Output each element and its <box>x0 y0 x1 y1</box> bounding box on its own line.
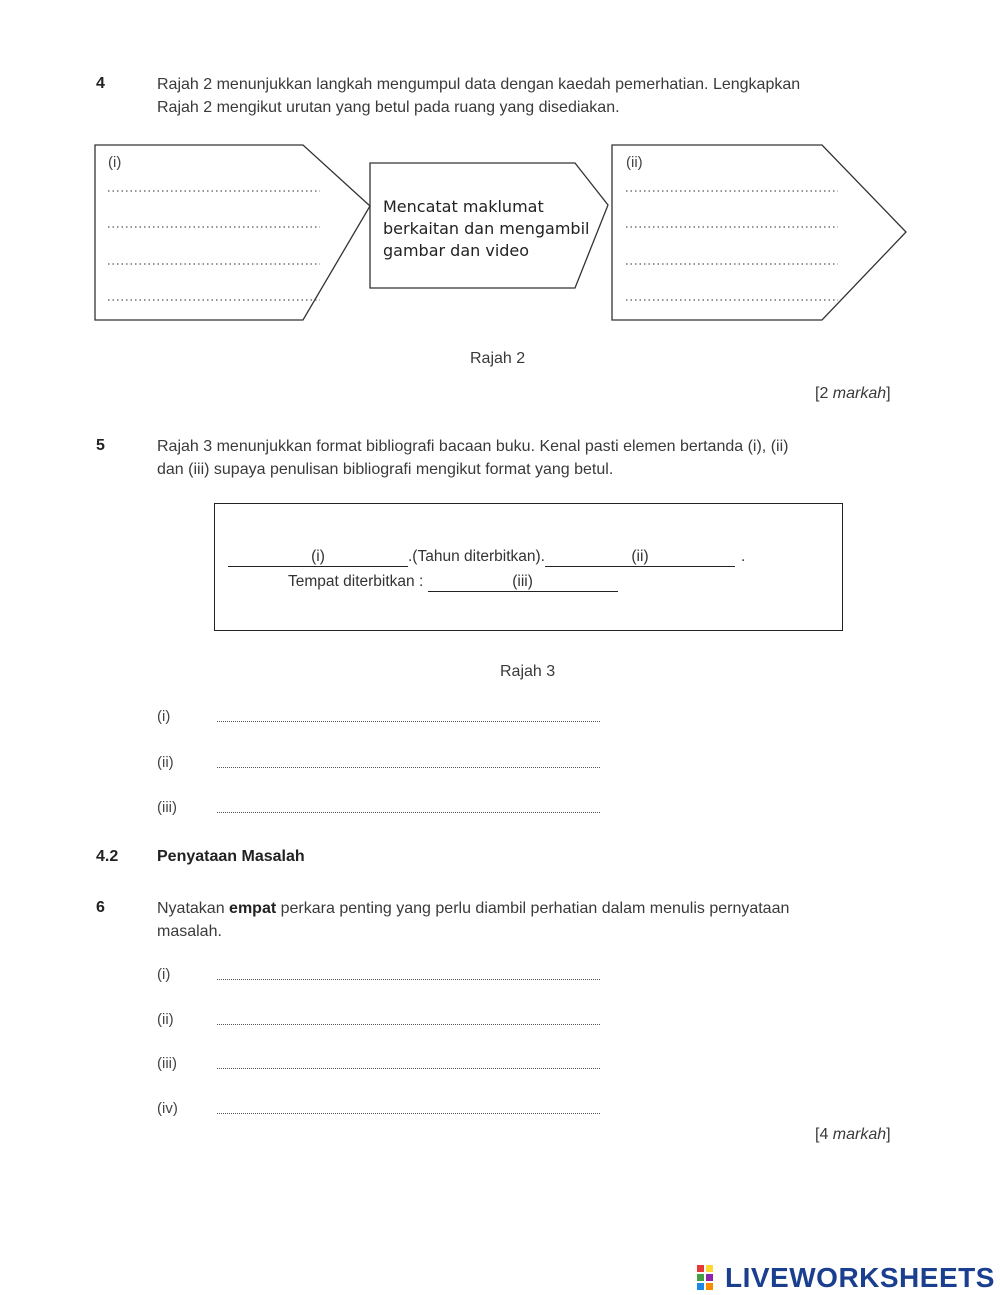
bibliography-line-2 <box>288 573 618 592</box>
question-6-text <box>157 897 907 943</box>
middle-box-line-1: Mencatat maklumat <box>383 197 544 216</box>
q6-text-pre: Nyatakan <box>157 900 230 917</box>
rajah-3-box <box>214 503 843 631</box>
marks-open: [2 <box>815 385 833 402</box>
bibliography-field-ii[interactable]: (ii) <box>545 548 735 567</box>
place-label: Tempat diterbitkan : <box>288 573 428 590</box>
q6-text-bold: empat <box>229 900 277 917</box>
q6-answer-label-iii: (iii) <box>157 1055 177 1072</box>
liveworksheets-logo-icon <box>697 1265 723 1291</box>
bibliography-field-iii[interactable]: (iii) <box>428 573 618 592</box>
question-4-number: 4 <box>96 75 105 92</box>
section-title: Penyataan Masalah <box>157 848 305 865</box>
question-4-line-1: Rajah 2 menunjukkan langkah mengumpul data dengan kaedah pemerhatian. Lengkapkan <box>157 76 801 93</box>
arrow-box-i <box>95 145 370 320</box>
q6-text-post: perkara penting yang perlu diambil perhatian dalam menulis pernyataan <box>276 900 790 917</box>
q5-answer-line-ii[interactable] <box>217 767 600 768</box>
q5-answer-line-i[interactable] <box>217 721 600 722</box>
q6-answer-line-iv[interactable] <box>217 1113 600 1114</box>
bibliography-end-dot: . <box>741 548 746 565</box>
question-6-line-2: masalah. <box>157 923 222 940</box>
q6-answer-line-i[interactable] <box>217 979 600 980</box>
marks-word: markah <box>832 1126 887 1143</box>
q6-answer-label-ii: (ii) <box>157 1011 174 1028</box>
rajah-2-diagram <box>0 0 1000 340</box>
q5-answer-line-iii[interactable] <box>217 812 600 813</box>
rajah-2-caption: Rajah 2 <box>470 350 526 367</box>
section-number: 4.2 <box>96 848 119 865</box>
question-4-marks <box>815 385 891 403</box>
rajah-3-caption: Rajah 3 <box>500 663 556 680</box>
bibliography-line-1 <box>228 548 745 567</box>
marks-close: ] <box>886 385 891 402</box>
question-6-marks <box>815 1126 891 1144</box>
bibliography-field-i[interactable]: (i) <box>228 548 408 567</box>
liveworksheets-logo-text: LIVEWORKSHEETS <box>725 1262 995 1293</box>
marks-close: ] <box>886 1126 891 1143</box>
question-6-line-1 <box>157 897 907 920</box>
arrow-box-ii <box>612 145 906 320</box>
marks-word: markah <box>832 385 887 402</box>
box-ii-label: (ii) <box>626 154 643 171</box>
marks-open: [4 <box>815 1126 833 1143</box>
middle-box-line-3: gambar dan video <box>383 241 530 260</box>
q6-answer-line-ii[interactable] <box>217 1024 600 1025</box>
question-5-text <box>157 435 907 481</box>
box-i-label: (i) <box>108 154 122 171</box>
liveworksheets-logo <box>697 1262 995 1294</box>
question-6-number: 6 <box>96 899 105 916</box>
q5-answer-label-i: (i) <box>157 708 171 725</box>
question-5-line-2: dan (iii) supaya penulisan bibliografi mengikut format yang betul. <box>157 461 614 478</box>
q6-answer-label-i: (i) <box>157 966 171 983</box>
q5-answer-label-ii: (ii) <box>157 754 174 771</box>
q6-answer-label-iv: (iv) <box>157 1100 178 1117</box>
q5-answer-label-iii: (iii) <box>157 799 177 816</box>
question-5-number: 5 <box>96 437 105 454</box>
middle-box-text <box>383 196 589 262</box>
q6-answer-line-iii[interactable] <box>217 1068 600 1069</box>
year-text: .(Tahun diterbitkan). <box>408 548 545 565</box>
question-4-line-2: Rajah 2 mengikut urutan yang betul pada ruang yang disediakan. <box>157 99 620 116</box>
question-5-line-1: Rajah 3 menunjukkan format bibliografi bacaan buku. Kenal pasti elemen bertanda (i), (ii) <box>157 438 789 455</box>
middle-box-line-2: berkaitan dan mengambil <box>383 219 590 238</box>
